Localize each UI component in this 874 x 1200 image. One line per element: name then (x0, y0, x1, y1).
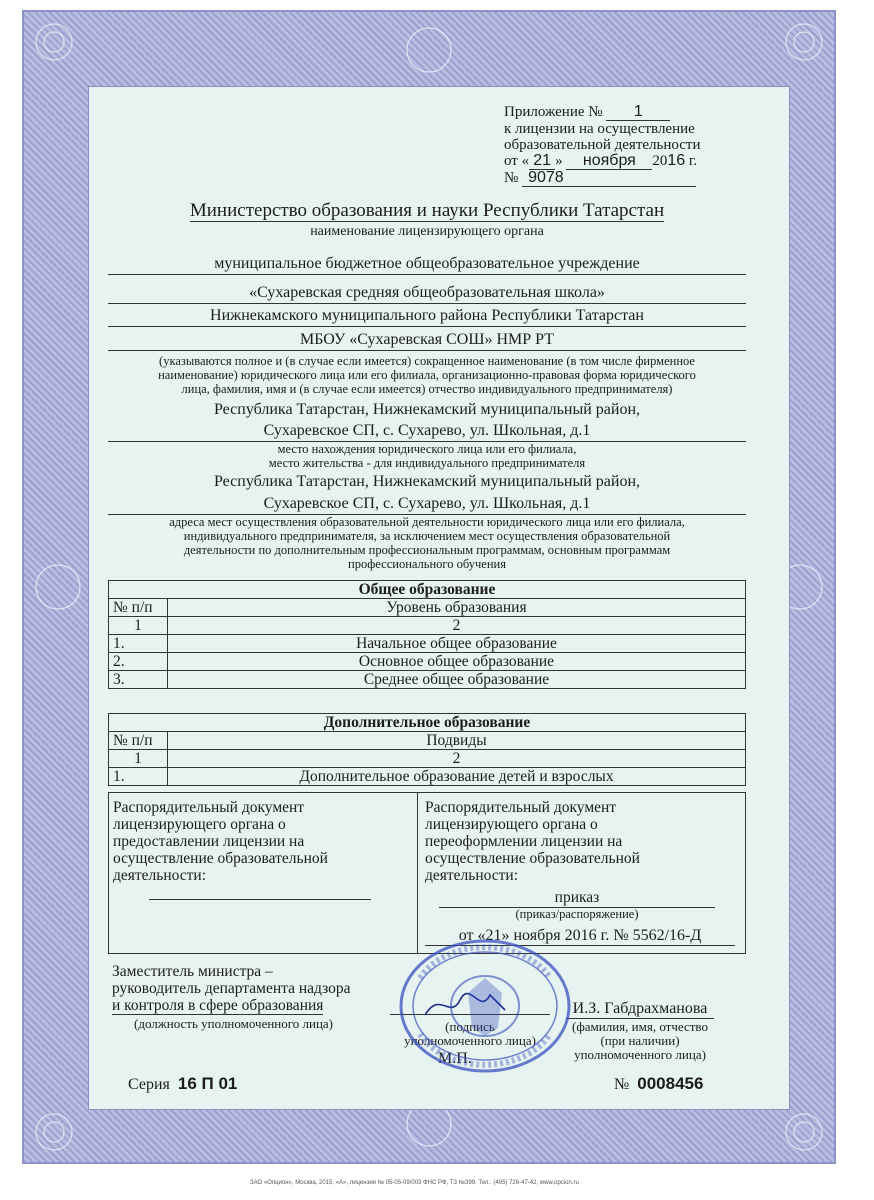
row-number: 1. (109, 635, 168, 653)
grant-doc-line2: лицензирующего органа о (113, 816, 286, 833)
col-index-2: 2 (168, 750, 746, 768)
general-education-table (108, 580, 746, 689)
official-position (112, 963, 351, 1015)
issuer-name (108, 200, 746, 222)
form-number (614, 1074, 703, 1094)
activity-address-caption (108, 515, 746, 571)
licensee-line1: муниципальное бюджетное общеобразовательное учреждение (108, 254, 746, 275)
licensee-line3: Нижнекамского муниципального района Республики Татарстан (108, 306, 746, 327)
year-prefix: 20 (652, 153, 668, 169)
signature-caption1: (подпись (445, 1019, 495, 1034)
row-value: Среднее общее образование (168, 671, 746, 689)
activity-caption3: деятельности по дополнительным профессиональным программам, основным программам (183, 543, 671, 557)
appendix-label: Приложение № (504, 104, 603, 120)
reissue-doc-line1: Распорядительный документ (425, 799, 617, 816)
appendix-line1: к лицензии на осуществление (504, 121, 695, 137)
location-line2: Сухаревское СП, с. Сухарево, ул. Школьная, д.1 (108, 421, 746, 442)
location-caption2: место жительства - для индивидуального предпринимателя (268, 456, 586, 470)
table-row (109, 671, 746, 689)
licensee-short-name: МБОУ «Сухаревская СОШ» НМР РТ (108, 330, 746, 351)
grant-doc-blank (149, 899, 371, 900)
series-value: 16 П 01 (177, 1074, 238, 1093)
appendix-line2: образовательной деятельности (504, 137, 701, 153)
year-suffix: г. (688, 153, 698, 169)
grant-doc-line5: деятельности: (113, 867, 207, 884)
additional-education-title: Дополнительное образование (109, 714, 746, 732)
position-caption: (должность уполномоченного лица) (134, 1016, 334, 1031)
general-education-title: Общее образование (109, 581, 746, 599)
row-number: 1. (109, 768, 168, 786)
license-number: 9078 (522, 170, 696, 187)
name-caption (560, 1020, 720, 1062)
reissue-doc-line3: переоформлении лицензии на (425, 833, 623, 850)
row-number: 2. (109, 653, 168, 671)
license-label: № (504, 170, 519, 186)
reissue-doc-line5: деятельности: (425, 867, 519, 884)
documents-box (108, 792, 746, 954)
series-label: Серия (128, 1076, 170, 1093)
printer-footer: ЗАО «Опцион», Москва, 2015, «А», лицензия № 05-05-09/003 ФНС РФ, ТЗ №399. Тел.: (495) 726-47-42, www.opcion.ru (250, 1180, 579, 1186)
location-line1: Республика Татарстан, Нижнекамский муниципальный район, (213, 401, 641, 418)
table-row (109, 768, 746, 786)
table-row (109, 635, 746, 653)
doc-type-caption: (приказ/распоряжение) (515, 907, 639, 921)
position-line2: руководитель департамента надзора (112, 980, 351, 997)
location-caption (108, 442, 746, 470)
position-line3: и контроля в сфере образования (112, 997, 324, 1014)
appendix-year: 16 (667, 152, 686, 169)
licensee-caption (108, 354, 746, 396)
seal-place: М.П. (438, 1050, 472, 1067)
col-index-1: 1 (109, 617, 168, 635)
grant-document (113, 799, 328, 884)
official-stamp-icon (398, 938, 572, 1074)
name-caption1: (фамилия, имя, отчество (572, 1019, 708, 1034)
activity-address-line1: Республика Татарстан, Нижнекамский муниципальный район, (213, 473, 641, 490)
licensee-caption2: наименование) юридического лица или его филиала, организационно-правовая форма юридического (158, 368, 696, 382)
location-caption1: место нахождения юридического лица или его филиала, (277, 442, 577, 456)
issuer-caption: наименование лицензирующего органа (310, 224, 544, 239)
activity-caption4: профессионального обучения (348, 557, 506, 571)
col-index-2: 2 (168, 617, 746, 635)
reissue-doc-line2: лицензирующего органа о (425, 816, 598, 833)
form-number-value: 0008456 (637, 1074, 704, 1093)
reissue-document (425, 799, 640, 884)
activity-caption2: индивидуального предпринимателя, за исключением мест осуществления образовательной (183, 529, 671, 543)
col-level-header: Уровень образования (168, 599, 746, 617)
col-index-1: 1 (109, 750, 168, 768)
appendix-header (504, 104, 701, 187)
activity-address-line2: Сухаревское СП, с. Сухарево, ул. Школьная, д.1 (108, 494, 746, 515)
licensee-caption1: (указываются полное и (в случае если имеется) сокращенное наименование (в том числе фирменное (159, 354, 695, 368)
name-caption3: уполномоченного лица) (574, 1047, 706, 1062)
grant-doc-line3: предоставлении лицензии на (113, 833, 305, 850)
activity-caption1: адреса мест осуществления образовательной деятельности юридического лица или его филиала, (169, 515, 685, 529)
appendix-number: 1 (606, 104, 670, 121)
doc-type: приказ (439, 889, 715, 908)
date-sep: » (555, 153, 563, 169)
additional-education-table (108, 713, 746, 786)
series (128, 1074, 237, 1094)
issuer-name-text: Министерство образования и науки Республики Татарстан (189, 200, 665, 221)
col-number-header: № п/п (109, 732, 168, 750)
licensee-line2: «Сухаревская средняя общеобразовательная школа» (108, 283, 746, 304)
row-value: Начальное общее образование (168, 635, 746, 653)
col-number-header: № п/п (109, 599, 168, 617)
row-value: Дополнительное образование детей и взрослых (168, 768, 746, 786)
col-subtype-header: Подвиды (168, 732, 746, 750)
date-prefix: от « (504, 153, 530, 169)
position-line1: Заместитель министра – (112, 963, 273, 980)
documents-divider (417, 793, 418, 953)
table-row (109, 653, 746, 671)
official-name: И.З. Габдрахманова (566, 1000, 714, 1019)
appendix-day: 21 (529, 153, 555, 170)
appendix-month: ноября (566, 153, 652, 170)
name-caption2: (при наличии) (600, 1033, 680, 1048)
signature-caption2: уполномоченного лица) (404, 1033, 536, 1048)
doc-reference: от «21» ноября 2016 г. № 5562/16-Д (425, 927, 735, 946)
grant-doc-line4: осуществление образовательной (113, 850, 328, 867)
row-number: 3. (109, 671, 168, 689)
licensee-caption3: лица, фамилия, имя и (в случае если имеется) отчество индивидуального предпринимателя) (181, 382, 673, 396)
form-number-label: № (614, 1076, 630, 1093)
row-value: Основное общее образование (168, 653, 746, 671)
grant-doc-line1: Распорядительный документ (113, 799, 305, 816)
reissue-doc-line4: осуществление образовательной (425, 850, 640, 867)
